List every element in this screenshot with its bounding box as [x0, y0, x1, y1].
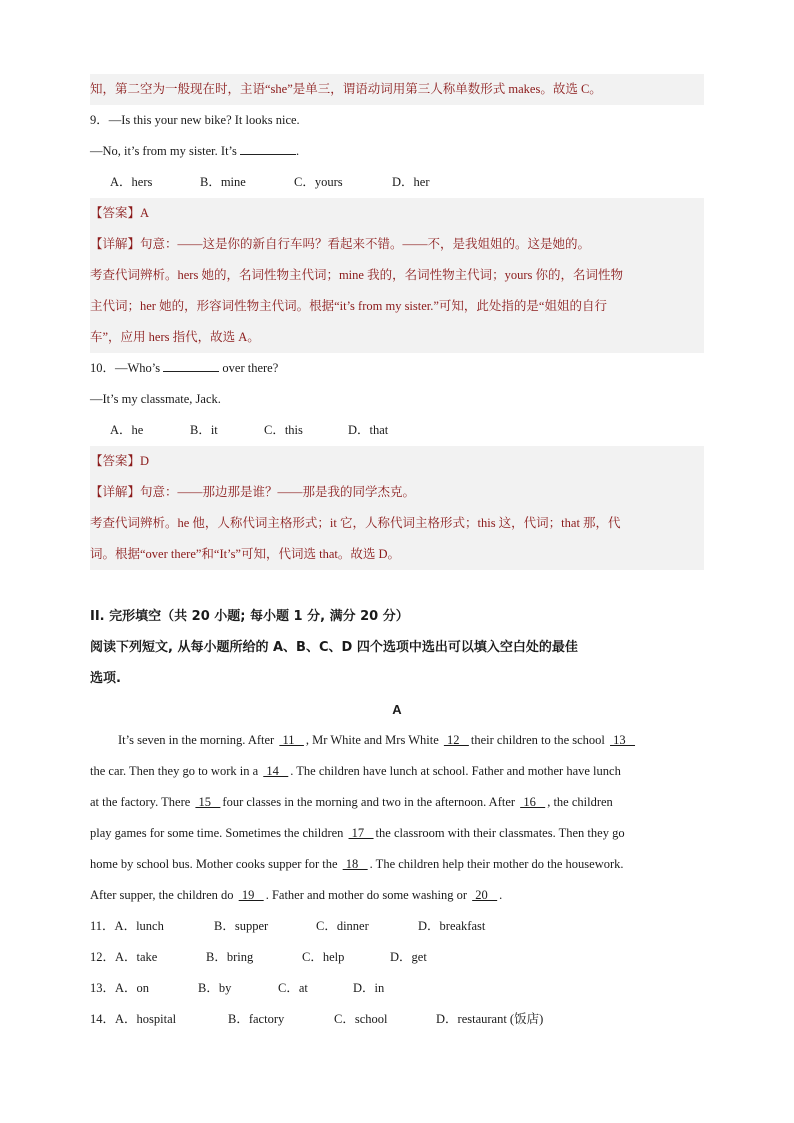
passage-text: . The children have lunch at school. Father and mother have lunch: [290, 764, 621, 778]
q10-option-b: B．it: [190, 423, 218, 437]
q12-option-c: C．help: [302, 950, 345, 964]
passage-text: four classes in the morning and two in the afternoon. After: [222, 795, 519, 809]
q9-detail-line1: [90, 229, 704, 260]
q14-option-a: 14．A．hospital: [90, 1012, 177, 1026]
q10-stem-text: 10．—Who’s: [90, 361, 164, 375]
q10-detail-line3: 词。根据“over there”和“It’s”可知，代词选 that。故选 D。: [90, 539, 704, 570]
passage-text: their children to the school: [470, 733, 609, 747]
passage-text: , the children: [547, 795, 613, 809]
q10-answer: [90, 446, 704, 477]
passage-text: , Mr White and Mrs White: [305, 733, 442, 747]
blank-14: 14: [263, 764, 289, 778]
q10-blank: [163, 371, 219, 372]
passage-text: the car. Then they go to work in a: [90, 764, 262, 778]
passage-line-1: [90, 725, 704, 756]
q14-choices: [90, 1004, 704, 1035]
blank-17: 17: [348, 826, 374, 840]
q9-option-a: A．hers: [110, 175, 153, 189]
passage-text: play games for some time. Sometimes the children: [90, 826, 347, 840]
q10-options: [90, 415, 704, 446]
q9-detail-line2: 考查代词辨析。hers 她的，名词性物主代词；mine 我的，名词性物主代词；yours 你的，名词性物: [90, 260, 704, 291]
q14-option-b: B．factory: [228, 1012, 285, 1026]
passage-text: . The children help their mother do the housework.: [369, 857, 624, 871]
section-instruction-line1: 阅读下列短文, 从每小题所给的 A、B、C、D 四个选项中选出可以填入空白处的最佳: [90, 640, 578, 655]
q9-stem-line1: 9．—Is this your new bike? It looks nice.: [90, 113, 300, 127]
passage-line-3: [90, 787, 704, 818]
passage-text: home by school bus. Mother cooks supper for the: [90, 857, 341, 871]
q10-answer-value: D: [140, 454, 150, 468]
q10-stem-line2: —It’s my classmate, Jack.: [90, 392, 221, 406]
section-instruction-line2: 选项.: [90, 671, 121, 686]
q9-answer: [90, 198, 704, 229]
q11-choices: [90, 911, 704, 942]
q12-choices: [90, 942, 704, 973]
passage-line-5: [90, 849, 704, 880]
q10-stem-end: over there?: [219, 361, 279, 375]
passage-line-4: [90, 818, 704, 849]
q10-stem-line1: [90, 353, 704, 384]
passage-text: the classroom with their classmates. Then they go: [375, 826, 625, 840]
q9-stem-text: —No, it’s from my sister. It’s: [90, 144, 240, 158]
passage-text: at the factory. There: [90, 795, 194, 809]
q12-option-a: 12．A．take: [90, 950, 158, 964]
q9-answer-value: A: [140, 206, 150, 220]
q10-detail-line1: [90, 477, 704, 508]
q13-option-b: B．by: [198, 981, 232, 995]
q9-stem-end: .: [296, 144, 300, 158]
blank-16: 16: [520, 795, 546, 809]
passage-text: . Father and mother do some washing or: [265, 888, 471, 902]
q11-option-d: D．breakfast: [418, 919, 486, 933]
q10-option-c: C．this: [264, 423, 303, 437]
q9-option-b: B．mine: [200, 175, 246, 189]
answer-tag: 【答案】: [90, 206, 141, 220]
q12-option-b: B．bring: [206, 950, 254, 964]
q11-option-b: B．supper: [214, 919, 269, 933]
q9-options: [90, 167, 704, 198]
detail-tag: 【详解】: [90, 485, 141, 499]
q13-option-a: 13．A．on: [90, 981, 150, 995]
passage-text: After supper, the children do: [90, 888, 237, 902]
q10-detail-line2: 考查代词辨析。he 他，人称代词主格形式；it 它，人称代词主格形式；this 这，代词；that 那，代: [90, 508, 704, 539]
q9-blank: [240, 154, 296, 155]
blank-20: 20: [472, 888, 498, 902]
blank-11: 11: [279, 733, 304, 747]
q9-detail-line3: 主代词；her 她的，形容词性物主代词。根据“it’s from my sister.”可知，此处指的是“姐姐的自行: [90, 291, 704, 322]
q8-explanation-tail: 知，第二空为一般现在时，主语“she”是单三，谓语动词用第三人称单数形式 makes。故选 C。: [90, 74, 704, 105]
q13-option-c: C．at: [278, 981, 308, 995]
spacer: [90, 570, 704, 601]
q14-option-d: D．restaurant (饭店): [436, 1012, 544, 1026]
q10-detail-text1: 句意：——那边那是谁？——那是我的同学杰克。: [140, 485, 416, 499]
q9-option-c: C．yours: [294, 175, 343, 189]
document-page: [90, 74, 704, 1035]
blank-13: 13: [610, 733, 636, 747]
q11-option-a: 11．A．lunch: [90, 919, 164, 933]
q9-detail-line4: 车”，应用 hers 指代，故选 A。: [90, 322, 704, 353]
passage-text: .: [499, 888, 503, 902]
q9-stem-line2: [90, 136, 704, 167]
section-title: II. 完形填空（共 20 小题; 每小题 1 分, 满分 20 分）: [90, 609, 409, 624]
q10-option-d: D．that: [348, 423, 389, 437]
q9-option-d: D．her: [392, 175, 430, 189]
blank-12: 12: [443, 733, 469, 747]
q12-option-d: D．get: [390, 950, 427, 964]
passage-line-2: [90, 756, 704, 787]
answer-tag: 【答案】: [90, 454, 141, 468]
passage-line-6: [90, 880, 704, 911]
q13-option-d: D．in: [353, 981, 385, 995]
q11-option-c: C．dinner: [316, 919, 369, 933]
blank-15: 15: [195, 795, 221, 809]
q13-choices: [90, 973, 704, 1004]
q14-option-c: C．school: [334, 1012, 388, 1026]
passage-label: A: [392, 702, 402, 717]
q9-detail-text1: 句意：——这是你的新自行车吗？看起来不错。——不，是我姐姐的。这是她的。: [140, 237, 591, 251]
passage-text: It’s seven in the morning. After: [118, 733, 278, 747]
blank-19: 19: [238, 888, 264, 902]
q10-option-a: A．he: [110, 423, 144, 437]
blank-18: 18: [342, 857, 368, 871]
detail-tag: 【详解】: [90, 237, 141, 251]
